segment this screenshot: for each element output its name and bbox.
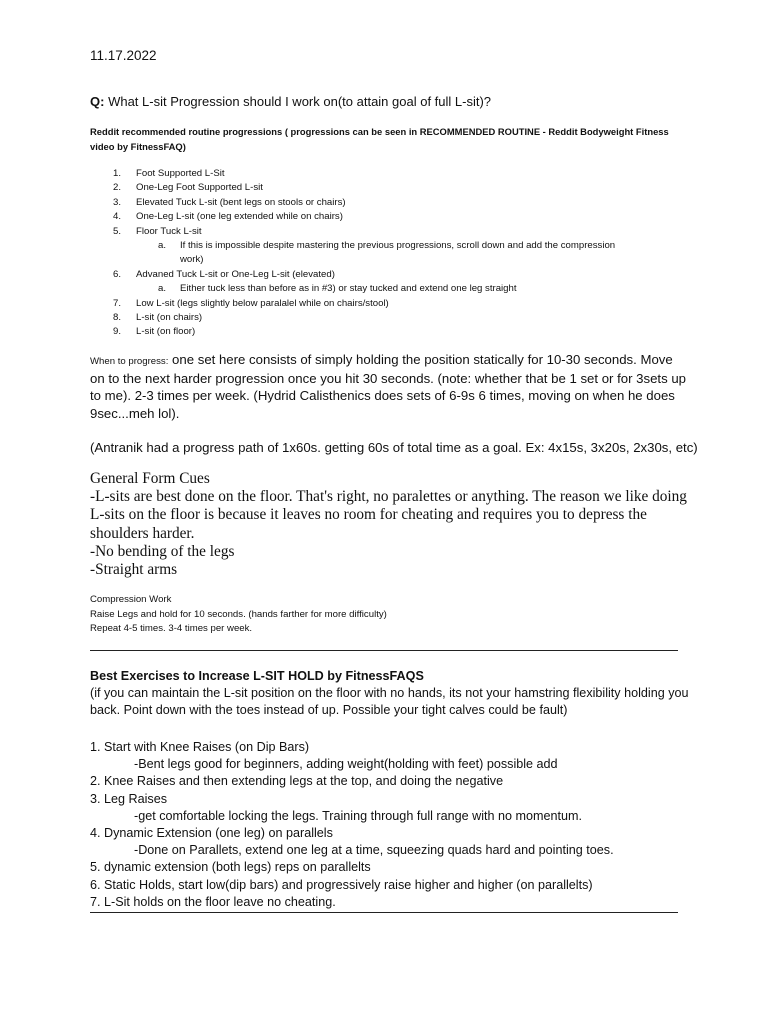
progression-item [90,210,690,224]
exercise-detail: -get comfortable locking the legs. Training through full range with no momentum. [134,808,583,823]
progression-text: Low L-sit (legs slightly below paralalel while on chairs/stool) [136,297,389,309]
progression-number: 3. [113,196,122,208]
exercise-detail: -Done on Parallets, extend one leg at a time, squeezing quads hard and pointing toes. [134,843,614,858]
best-exercises-intro [90,668,690,720]
progression-list [90,167,690,340]
progression-text: L-sit (on floor) [136,326,196,338]
question-label: Q: [90,94,105,109]
progression-text: Advaned Tuck L-sit or One-Leg L-sit (elevated) [136,268,335,280]
progression-item [90,325,690,339]
question-line [90,94,491,109]
progression-item [90,181,690,195]
progression-item [90,311,690,325]
progression-number: 7. [113,297,122,309]
progression-number: 5. [113,225,122,237]
exercise-item: 4. Dynamic Extension (one leg) on parallels [90,826,333,841]
progression-number: 1. [113,168,122,179]
progression-item [90,297,690,311]
progression-text: work) [180,254,204,266]
progression-text: One-Leg L-sit (one leg extended while on chairs) [136,211,343,223]
compression-line: Repeat 4-5 times. 3-4 times per week. [90,623,253,635]
form-cue-item: -No bending of the legs [90,542,235,560]
exercise-item: 6. Static Holds, start low(dip bars) and progressively raise higher and higher (on parallelts) [90,877,593,892]
progression-text: L-sit (on chairs) [136,311,203,323]
progression-item [90,196,690,210]
progress-paragraph [90,351,690,422]
progression-text: Either tuck less than before as in #3) or stay tucked and extend one leg straight [180,283,517,295]
progression-item [90,167,690,181]
compression-line: Raise Legs and hold for 10 seconds. (hands farther for more difficulty) [90,608,387,620]
form-cue-item: -L-sits are best done on the floor. That's right, no paralettes or anything. The reason we like doing L-sits on the floor is because it leaves no room for cheating and requires you to depress the shoulders harder. [90,488,687,542]
progression-text: Elevated Tuck L-sit (bent legs on stools or chairs) [136,196,346,208]
progress-label: When to progress: [90,356,169,367]
antranik-note: (Antranik had a progress path of 1x60s. getting 60s of total time as a goal. Ex: 4x15s, 3x20s, 2x30s, etc) [90,440,698,455]
progression-number: 2. [113,182,122,194]
progression-text: If this is impossible despite mastering the previous progressions, scroll down and add the compression [180,239,616,251]
progression-item [90,225,690,239]
progress-text: one set here consists of simply holding the position statically for 10-30 seconds. Move on to the next harder progression once you hit 30 seconds. (note: whether that be 1 set or for 3sets up to me). 2-3 times per week. (Hydrid Calisthenics does sets of 6-9s 6 times, moving on when he does 9sec...meh lol). [90,352,687,421]
progression-item [90,253,690,267]
progression-number: a. [158,283,167,295]
exercise-item: 5. dynamic extension (both legs) reps on parallelts [90,860,371,875]
best-exercises-title: Best Exercises to Increase L-SIT HOLD by FitnessFAQS [90,669,424,683]
progression-text: Floor Tuck L-sit [136,225,202,237]
exercise-detail: -Bent legs good for beginners, adding weight(holding with feet) possible add [134,757,558,772]
divider [90,912,678,913]
divider [90,650,678,651]
progression-item [90,268,690,282]
exercise-item: 2. Knee Raises and then extending legs at the top, and doing the negative [90,774,504,789]
exercise-list [90,739,690,911]
form-cues [90,470,690,579]
progression-item [90,239,690,253]
question-text: What L-sit Progression should I work on(to attain goal of full L-sit)? [104,94,492,109]
exercise-item: 3. Leg Raises [90,791,168,806]
progression-number: a. [158,239,167,251]
compression-heading: Compression Work [90,594,172,605]
form-cue-item: -Straight arms [90,561,178,579]
best-exercises-note: (if you can maintain the L-sit position on the floor with no hands, its not your hamstring flexibility holding you back. Point down with the toes instead of up. Possible your tight calves could be fault) [90,686,689,718]
progression-item [90,282,690,296]
progression-number: 9. [113,326,122,338]
progression-text: Foot Supported L-Sit [136,168,225,179]
progression-text: One-Leg Foot Supported L-sit [136,182,263,194]
document-date: 11.17.2022 [90,48,157,63]
exercise-item: 1. Start with Knee Raises (on Dip Bars) [90,740,310,754]
reddit-intro: Reddit recommended routine progressions ( progressions can be seen in RECOMMENDED ROUTINE - Reddit Bodyweight Fitness video by FitnessFAQ) [90,126,669,152]
exercise-item: 7. L-Sit holds on the floor leave no cheating. [90,894,336,909]
progression-number: 8. [113,311,122,323]
progression-number: 6. [113,268,122,280]
form-cues-heading: General Form Cues [90,470,210,487]
progression-number: 4. [113,211,122,223]
compression-work [90,593,387,637]
